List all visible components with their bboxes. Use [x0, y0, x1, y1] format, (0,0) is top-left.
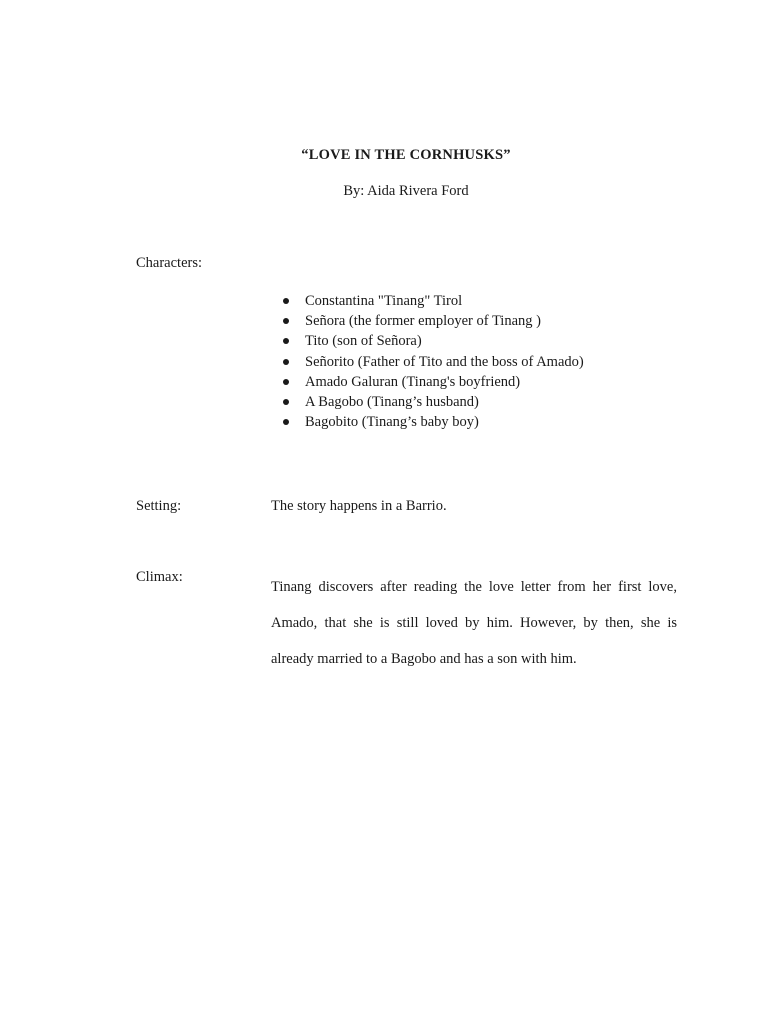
- climax-line: Amado, that she is still loved by him. However, by then, she is: [271, 615, 677, 631]
- climax-label: Climax:: [136, 569, 183, 585]
- climax-line: already married to a Bagobo and has a son with him.: [271, 651, 577, 667]
- character-name: Señorito (Father of Tito and the boss of Amado): [305, 353, 584, 370]
- character-name: Constantina "Tinang" Tirol: [305, 293, 463, 309]
- characters-list: [283, 291, 584, 432]
- character-name: Bagobito (Tinang’s baby boy): [305, 414, 479, 431]
- character-name: Señora (the former employer of Tinang ): [305, 313, 541, 330]
- setting-text: The story happens in a Barrio.: [271, 498, 447, 514]
- author-line: By: Aida Rivera Ford: [343, 183, 469, 199]
- setting-label: Setting:: [136, 498, 182, 514]
- climax-line: Tinang discovers after reading the love letter from her first love,: [271, 579, 677, 595]
- list-item: [283, 311, 584, 331]
- bullet-icon: [283, 298, 289, 304]
- characters-label: Characters:: [136, 255, 203, 271]
- list-item: [283, 291, 584, 311]
- bullet-icon: [283, 419, 289, 425]
- character-name: Tito (son of Señora): [305, 333, 422, 350]
- list-item: [283, 331, 584, 351]
- bullet-icon: [283, 318, 289, 324]
- bullet-icon: [283, 338, 289, 344]
- bullet-icon: [283, 359, 289, 365]
- character-name: Amado Galuran (Tinang's boyfriend): [305, 373, 521, 390]
- character-name: A Bagobo (Tinang’s husband): [305, 393, 479, 410]
- list-item: [283, 372, 584, 392]
- bullet-icon: [283, 379, 289, 385]
- list-item: [283, 412, 584, 432]
- list-item: [283, 352, 584, 372]
- bullet-icon: [283, 399, 289, 405]
- document-title: “LOVE IN THE CORNHUSKS”: [301, 147, 511, 163]
- list-item: [283, 392, 584, 412]
- climax-text: [271, 569, 677, 677]
